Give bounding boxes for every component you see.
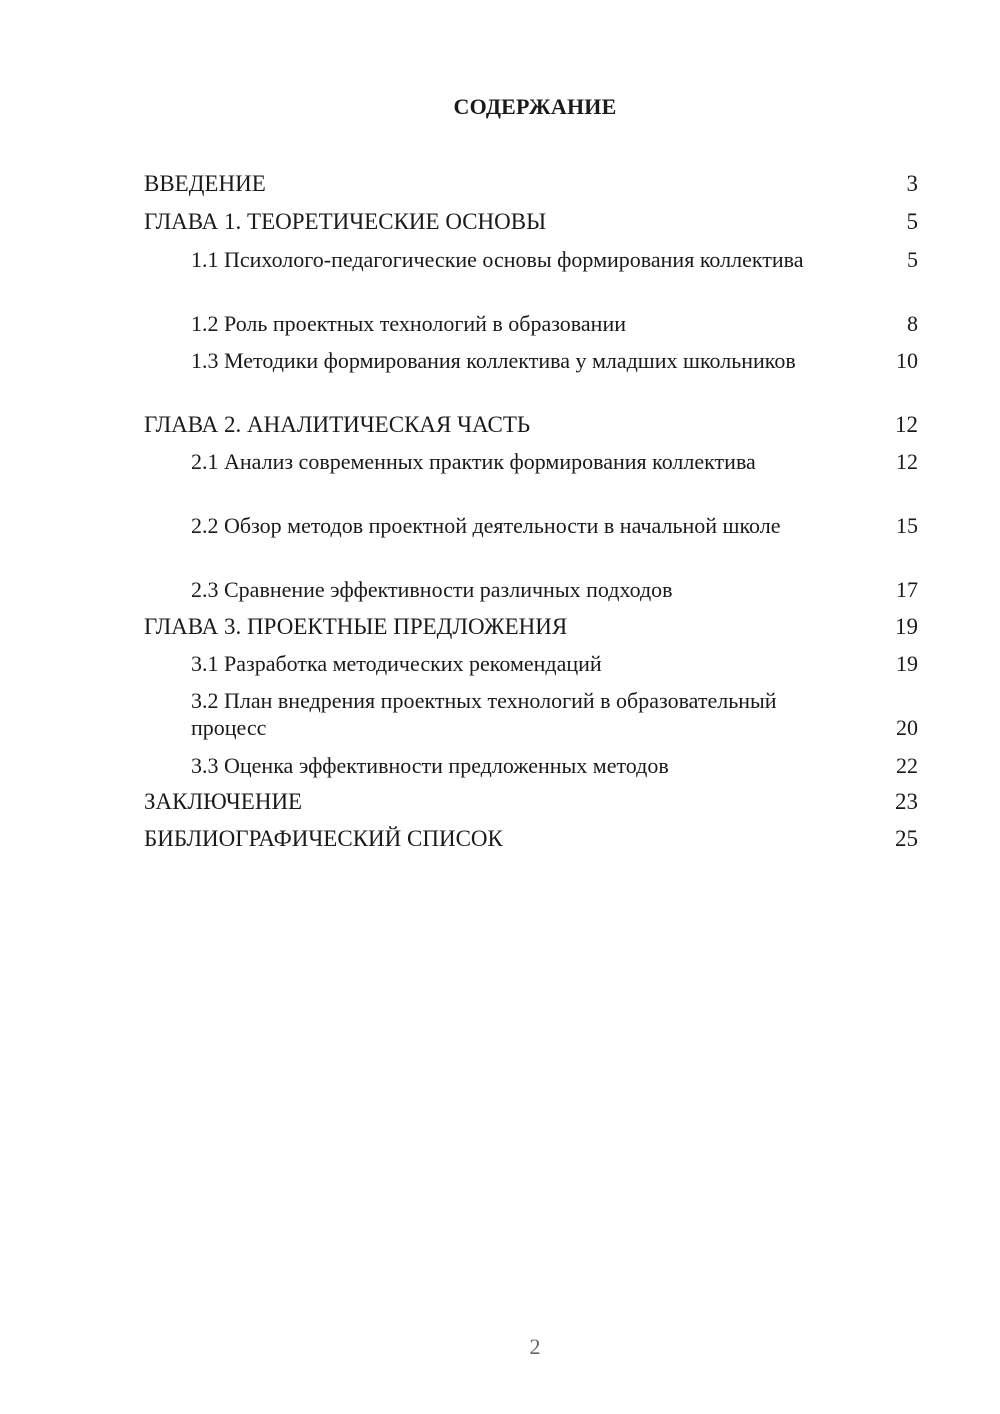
toc-entry-page: 5 bbox=[907, 247, 918, 272]
toc-entry-title: 3.1 Разработка методических рекомендаций bbox=[191, 651, 602, 676]
toc-entry-title: 3.2 План внедрения проектных технологий в образовательный процесс bbox=[191, 688, 777, 740]
toc-entry-section-3-2[interactable] bbox=[191, 687, 918, 741]
toc-entry-page: 10 bbox=[896, 348, 918, 373]
toc-entry-title: 1.2 Роль проектных технологий в образовании bbox=[191, 311, 626, 336]
toc-entry-bibliography[interactable] bbox=[144, 825, 918, 852]
toc-entry-section-1-2[interactable] bbox=[191, 310, 918, 337]
toc-entry-page: 22 bbox=[896, 753, 918, 778]
toc-entry-title: 1.3 Методики формирования коллектива у младших школьников bbox=[191, 348, 796, 373]
toc-entry-title: 1.1 Психолого-педагогические основы формирования коллектива bbox=[191, 247, 804, 272]
toc-entry-page: 20 bbox=[896, 715, 918, 740]
toc-entry-page: 17 bbox=[896, 577, 918, 602]
toc-entry-page: 19 bbox=[895, 614, 918, 639]
toc-entry-title: БИБЛИОГРАФИЧЕСКИЙ СПИСОК bbox=[144, 826, 503, 851]
toc-entry-section-1-1[interactable] bbox=[191, 246, 918, 273]
toc-entry-title: 2.2 Обзор методов проектной деятельности в начальной школе bbox=[191, 513, 781, 538]
toc-entry-page: 8 bbox=[907, 311, 918, 336]
toc-entry-page: 12 bbox=[895, 412, 918, 437]
toc-entry-page: 25 bbox=[895, 826, 918, 851]
toc-entry-page: 5 bbox=[906, 209, 918, 234]
toc-entry-title: ГЛАВА 2. АНАЛИТИЧЕСКАЯ ЧАСТЬ bbox=[144, 412, 531, 437]
toc-entry-section-3-1[interactable] bbox=[191, 650, 918, 677]
toc-entry-introduction[interactable] bbox=[144, 170, 918, 197]
toc-entry-chapter-3[interactable] bbox=[144, 613, 918, 640]
toc-entry-page: 23 bbox=[895, 789, 918, 814]
page-number: 2 bbox=[529, 1334, 541, 1359]
toc-entry-chapter-1[interactable] bbox=[144, 208, 918, 235]
toc-entry-title: 2.1 Анализ современных практик формирования коллектива bbox=[191, 449, 756, 474]
toc-entry-section-2-1[interactable] bbox=[191, 448, 918, 475]
toc-entry-section-1-3[interactable] bbox=[191, 347, 918, 374]
toc-entry-chapter-2[interactable] bbox=[144, 411, 918, 438]
toc-entry-section-3-3[interactable] bbox=[191, 752, 918, 779]
page-title: СОДЕРЖАНИЕ bbox=[453, 94, 617, 119]
toc-entry-title: 3.3 Оценка эффективности предложенных методов bbox=[191, 753, 669, 778]
toc-entry-conclusion[interactable] bbox=[144, 788, 918, 815]
toc-entry-page: 3 bbox=[906, 171, 918, 196]
toc-entry-title: ВВЕДЕНИЕ bbox=[144, 171, 266, 196]
toc-entry-section-2-3[interactable] bbox=[191, 576, 918, 603]
toc-entry-page: 15 bbox=[896, 513, 918, 538]
toc-entry-section-2-2[interactable] bbox=[191, 512, 918, 539]
toc-entry-title: ЗАКЛЮЧЕНИЕ bbox=[144, 789, 303, 814]
toc-entry-title: ГЛАВА 1. ТЕОРЕТИЧЕСКИЕ ОСНОВЫ bbox=[144, 209, 547, 234]
toc-entry-page: 12 bbox=[896, 449, 918, 474]
toc-entry-title: ГЛАВА 3. ПРОЕКТНЫЕ ПРЕДЛОЖЕНИЯ bbox=[144, 614, 568, 639]
toc-entry-title: 2.3 Сравнение эффективности различных подходов bbox=[191, 577, 673, 602]
toc-entry-page: 19 bbox=[896, 651, 918, 676]
